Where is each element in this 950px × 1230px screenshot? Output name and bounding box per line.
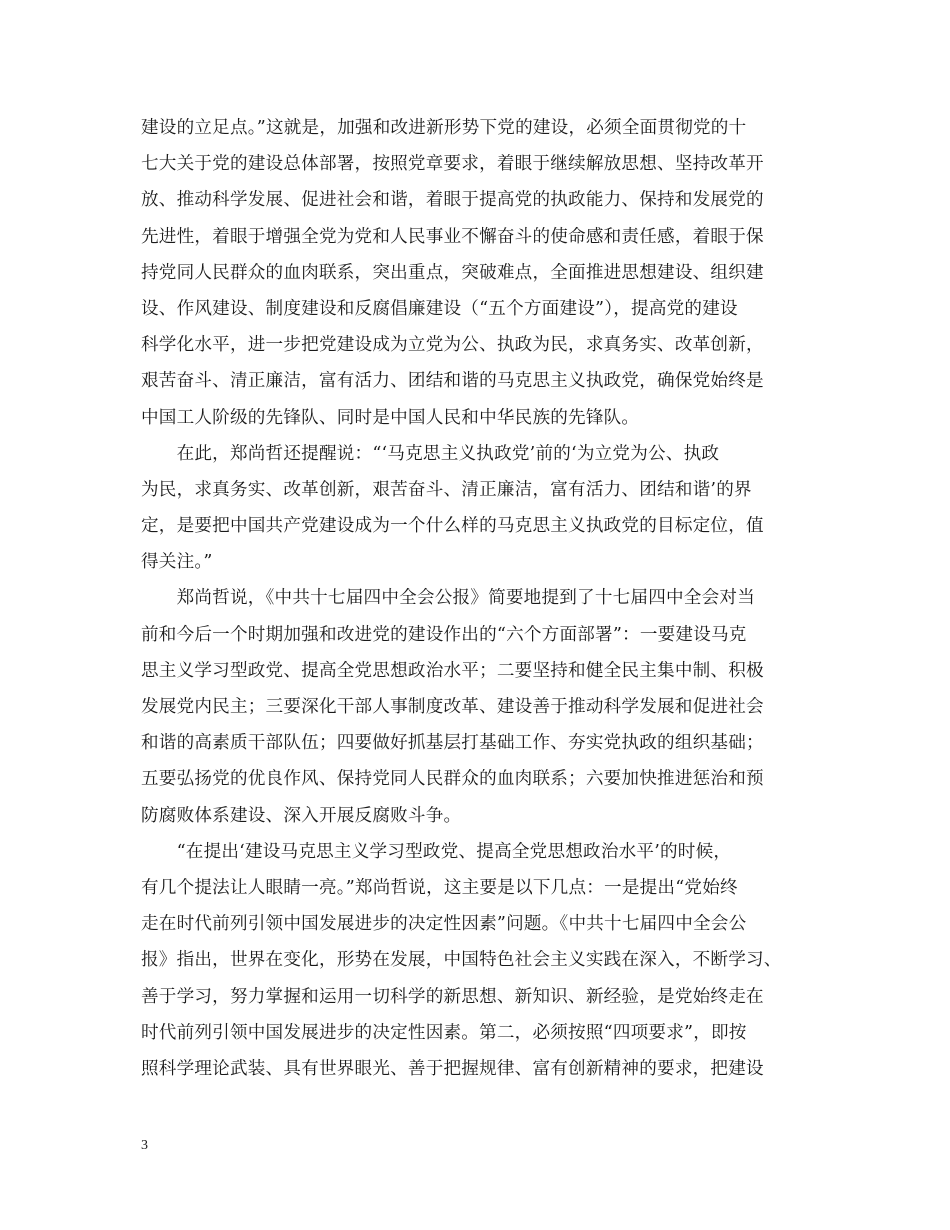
paragraph-2 [141,436,811,581]
text-line: 在此，郑尚哲还提醒说：“‘马克思主义执政党’前的‘为立党为公、执政 [141,443,720,464]
body-text [141,110,811,1087]
text-line: 建设的立足点。”这就是，加强和改进新形势下党的建设，必须全面贯彻党的十 [141,118,747,138]
text-line: 郑尚哲说，《中共十七届四中全会公报》简要地提到了十七届四中全会对当 [141,588,755,609]
text-line: 中国工人阶级的先锋队、同时是中国人民和中华民族的先锋队。 [141,407,640,428]
text-line: 放、推动科学发展、促进社会和谐，着眼于提高党的执政能力、保持和发展党的 [141,190,764,211]
text-line: 得关注。” [141,552,213,573]
text-line: 照科学理论武装、具有世界眼光、善于把握规律、富有创新精神的要求，把建设 [141,1058,764,1079]
text-line: 善于学习，努力掌握和运用一切科学的新思想、新知识、新经验，是党始终走在 [141,986,764,1007]
text-line: 先进性，着眼于增强全党为党和人民事业不懈奋斗的使命感和责任感，着眼于保 [141,226,764,247]
paragraph-3 [141,580,811,833]
text-line: 报》指出，世界在变化，形势在发展，中国特色社会主义实践在深入，不断学习、 [141,950,782,971]
page-number: 3 [141,1138,148,1153]
text-line: 前和今后一个时期加强和改进党的建设作出的“六个方面部署”：一要建设马克 [141,624,747,645]
text-line: 艰苦奋斗、清正廉洁，富有活力、团结和谐的马克思主义执政党，确保党始终是 [141,371,764,392]
text-line: 科学化水平，进一步把党建设成为立党为公、执政为民，求真务实、改革创新， [141,335,764,356]
text-line: 和谐的高素质干部队伍；四要做好抓基层打基础工作、夯实党执政的组织基础； [141,733,764,754]
text-line: 五要弘扬党的优良作风、保持党同人民群众的血肉联系；六要加快推进惩治和预 [141,769,764,790]
text-line: 七大关于党的建设总体部署，按照党章要求，着眼于继续解放思想、坚持改革开 [141,154,764,175]
text-line: 思主义学习型政党、提高全党思想政治水平；二要坚持和健全民主集中制、积极 [141,660,764,681]
text-line: 时代前列引领中国发展进步的决定性因素。第二，必须按照“四项要求”，即按 [141,1022,747,1043]
text-line: 有几个提法让人眼睛一亮。”郑尚哲说，这主要是以下几点：一是提出“党始终 [141,877,738,898]
text-line: 设、作风建设、制度建设和反腐倡廉建设（“五个方面建设”），提高党的建设 [141,298,738,319]
text-line: 持党同人民群众的血肉联系，突出重点，突破难点，全面推进思想建设、组织建 [141,262,764,283]
text-line: 走在时代前列引领中国发展进步的决定性因素”问题。《中共十七届四中全会公 [141,914,747,935]
text-line: 发展党内民主；三要深化干部人事制度改革、建设善于推动科学发展和促进社会 [141,697,764,717]
text-line: “在提出‘建设马克思主义学习型政党、提高全党思想政治水平’的时候， [141,841,732,862]
text-line: 定，是要把中国共产党建设成为一个什么样的马克思主义执政党的目标定位，值 [141,516,764,537]
text-line: 防腐败体系建设、深入开展反腐败斗争。 [141,805,462,826]
paragraph-4 [141,834,811,1087]
paragraph-1 [141,110,811,436]
text-line: 为民，求真务实、改革创新，艰苦奋斗、清正廉洁，富有活力、团结和谐’的界 [141,479,752,500]
